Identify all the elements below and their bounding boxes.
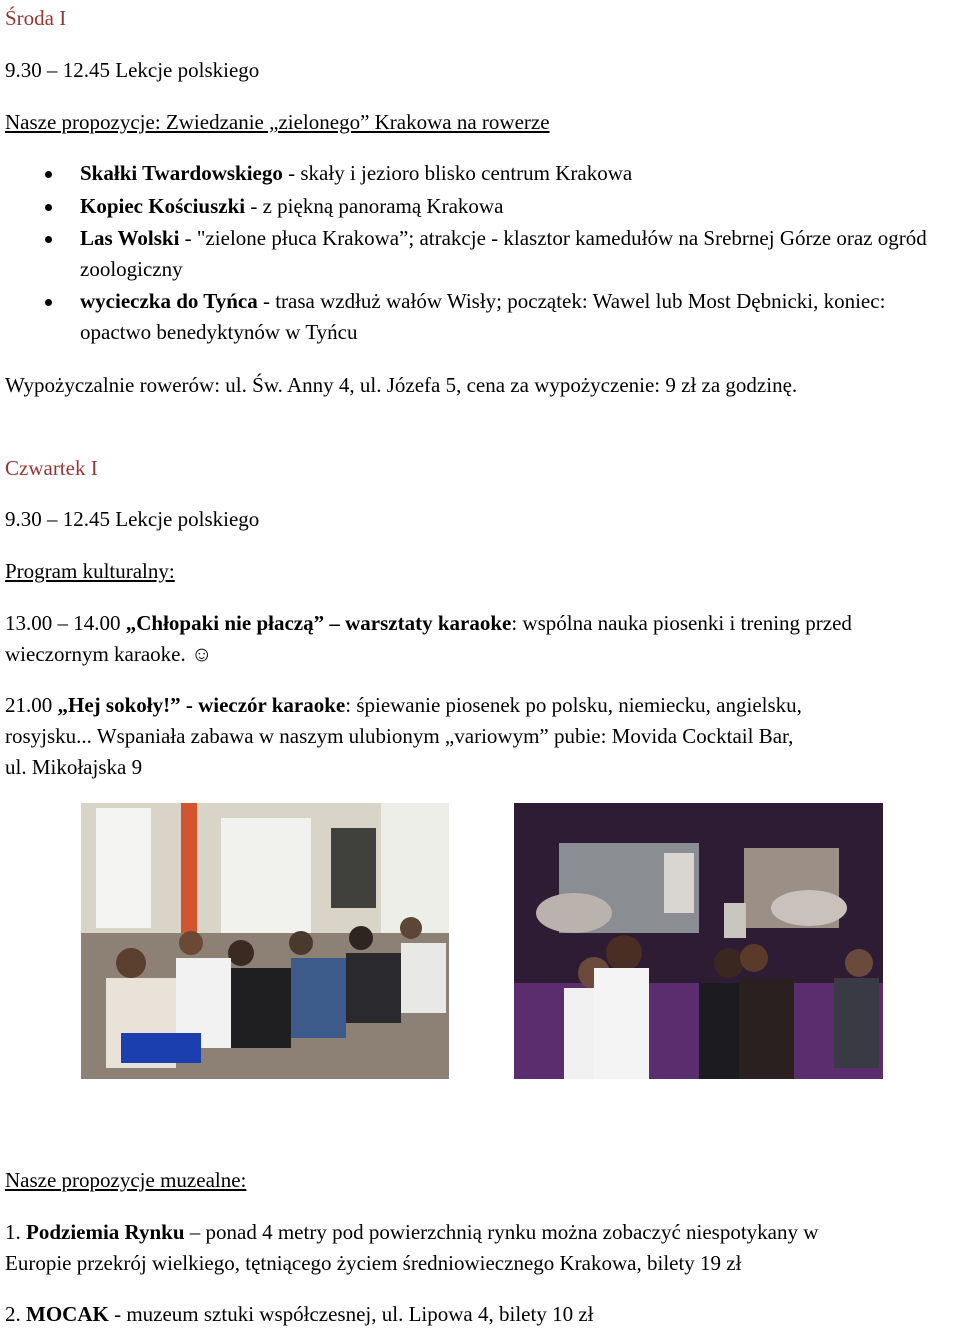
list-item: Las Wolski - "zielone płuca Krakowa”; atrakcje - klasztor kamedułów na Srebrnej Górze oraz ogród zoologiczny (80, 223, 960, 285)
program-item-cont: wieczornym karaoke. ☺ (5, 642, 213, 666)
classroom-photo (81, 803, 449, 1079)
program-item: 21.00 „Hej sokoły!” - wieczór karaoke: śpiewanie piosenek po polsku, niemiecku, angielsku, (5, 693, 802, 717)
list-item: Kopiec Kościuszki - z piękną panoramą Krakowa (80, 191, 960, 222)
program-item-cont: ul. Mikołajska 9 (5, 755, 143, 779)
bullet-icon (45, 236, 52, 243)
bullet-icon (45, 171, 52, 178)
section-heading: Program kulturalny: (5, 559, 175, 583)
program-item-cont: rosyjsku... Wspaniała zabawa w naszym ulubionym „variowym” pubie: Movida Cocktail Bar, (5, 724, 794, 748)
bullet-icon (45, 204, 52, 211)
karaoke-photo (514, 803, 883, 1079)
bike-rental-info: Wypożyczalnie rowerów: ul. Św. Anny 4, ul. Józefa 5, cena za wypożyczenie: 9 zł za godzinę. (5, 373, 798, 397)
bullet-icon (45, 299, 52, 306)
museum-item: 2. MOCAK - muzeum sztuki współczesnej, ul. Lipowa 4, bilety 10 zł (5, 1302, 594, 1326)
list-item: wycieczka do Tyńca - trasa wzdłuż wałów Wisły; początek: Wawel lub Most Dębnicki, koniec: opactwo benedyktynów w Tyńcu (80, 286, 960, 348)
lesson-time: 9.30 – 12.45 Lekcje polskiego (5, 58, 260, 82)
program-item: 13.00 – 14.00 „Chłopaki nie płaczą” – warsztaty karaoke: wspólna nauka piosenki i trening przed (5, 611, 852, 635)
museum-item-cont: Europie przekrój wielkiego, tętniącego życiem średniowiecznego Krakowa, bilety 19 zł (5, 1251, 742, 1275)
section-heading: Nasze propozycje: Zwiedzanie „zielonego” Krakowa na rowerze (5, 110, 550, 134)
list-item: Skałki Twardowskiego - skały i jezioro blisko centrum Krakowa (80, 158, 960, 189)
lesson-time: 9.30 – 12.45 Lekcje polskiego (5, 507, 260, 531)
section-heading: Nasze propozycje muzealne: (5, 1168, 247, 1192)
day-heading-thursday: Czwartek I (5, 456, 98, 480)
day-heading-wednesday: Środa I (5, 6, 67, 30)
museum-item: 1. Podziemia Rynku – ponad 4 metry pod powierzchnią rynku można zobaczyć niespotykany w (5, 1220, 819, 1244)
